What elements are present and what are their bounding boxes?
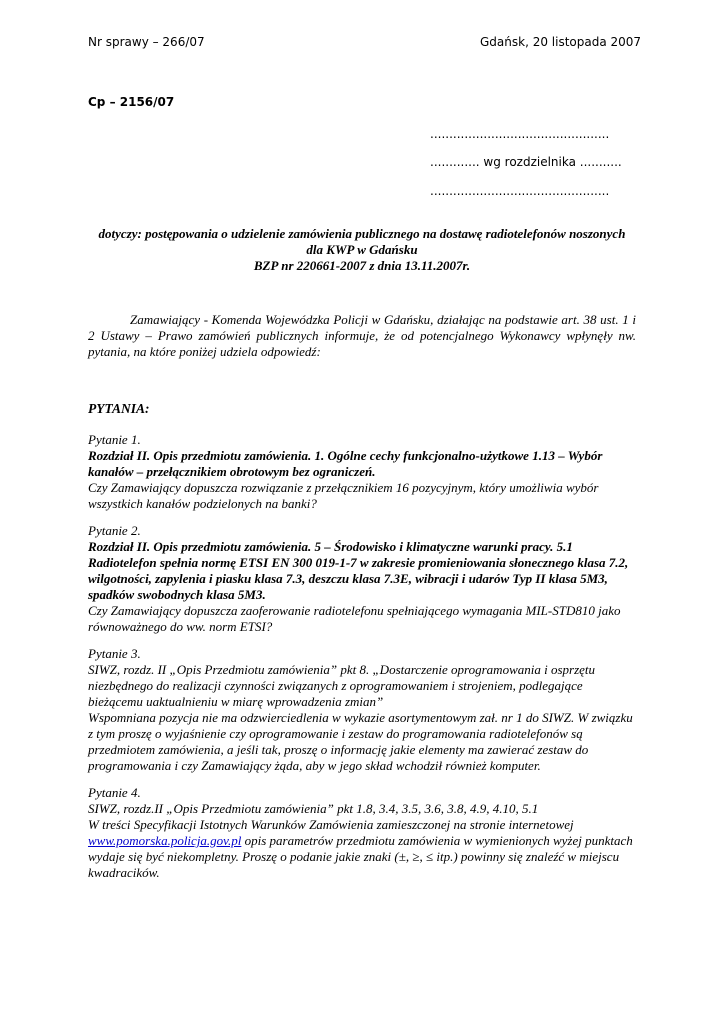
question-1	[88, 432, 636, 512]
case-reference: Nr sprawy – 266/07	[88, 35, 205, 49]
text-after-link: opis parametrów przedmiotu zamówienia w wymienionych wyżej punktach wydaje się być niekompletny. Proszę o podanie jakie znaki (±, ≥, ≤ itp.) powinny się znaleźć w miejscu kwadracików.	[88, 833, 633, 880]
question-text: Wspomniana pozycja nie ma odzwierciedlenia w wykazie asortymentowym zał. nr 1 do SIWZ. W związku z tym proszę o wyjaśnienie czy oprogramowanie i zestaw do programowania radiotelefonów są przedmiotem zamówienia, a jeśli tak, proszę o informację jakie elementy ma zawierać zestaw do programowania i czy Zamawiający żąda, aby w jego skład wchodził również komputer.	[88, 710, 633, 773]
questions-heading: PYTANIA:	[88, 401, 150, 416]
question-text: Czy Zamawiający dopuszcza zaoferowanie radiotelefonu spełniającego wymagania MIL-STD810 jako równoważnego do ww. norm ETSI?	[88, 603, 621, 634]
document-number: Cp – 2156/07	[88, 95, 175, 109]
place-date: Gdańsk, 20 listopada 2007	[480, 35, 642, 49]
text-before-link: W treści Specyfikacji Istotnych Warunków Zamówienia zamieszczonej na stronie internetowej	[88, 817, 574, 832]
distribution-line-3: ...............................................	[430, 184, 610, 198]
question-label: Pytanie 1.	[88, 432, 141, 447]
question-reference: Rozdział II. Opis przedmiotu zamówienia. 5 – Środowisko i klimatyczne warunki pracy. 5.1 Radiotelefon spełnia normę ETSI EN 300 019-1-7 w zakresie promieniowania słonecznego klasa 7.2, wilgotności, zapylenia i piasku klasa 7.3, deszczu klasa 7.3E, wibracji i udarów Typ II klasa 5M3, spadków swobodnych klasa 5M3.	[88, 539, 629, 602]
subject-line-2: dla KWP w Gdańsku	[306, 242, 418, 257]
website-link[interactable]: www.pomorska.policja.gov.pl	[88, 833, 242, 848]
subject-line-1: dotyczy: postępowania o udzielenie zamówienia publicznego na dostawę radiotelefonów noszonych	[98, 226, 626, 241]
distribution-line-2: ............. wg rozdzielnika ...........	[430, 155, 622, 169]
intro-paragraph: Zamawiający - Komenda Wojewódzka Policji w Gdańsku, działając na podstawie art. 38 ust. 1 i 2 Ustawy – Prawo zamówień publicznych informuje, że od potencjalnego Wykonawcy wpłynęły nw. pytania, na które poniżej udziela odpowiedź:	[88, 312, 636, 359]
question-label: Pytanie 3.	[88, 646, 141, 661]
question-4	[88, 785, 636, 881]
distribution-line-1: ...............................................	[430, 127, 610, 141]
question-quote: SIWZ, rozdz. II „Opis Przedmiotu zamówienia” pkt 8. „Dostarczenie oprogramowania i osprzętu niezbędnego do realizacji czynności związanych z oprogramowaniem i strojeniem, podlegające bieżącemu uaktualnieniu w miarę wprowadzenia zmian”	[88, 662, 596, 709]
subject-block	[88, 226, 636, 274]
subject-line-3: BZP nr 220661-2007 z dnia 13.11.2007r.	[253, 258, 471, 273]
question-reference: Rozdział II. Opis przedmiotu zamówienia. 1. Ogólne cechy funkcjonalno-użytkowe 1.13 – Wybór kanałów – przełącznikiem obrotowym bez ograniczeń.	[88, 448, 603, 479]
question-quote: SIWZ, rozdz.II „Opis Przedmiotu zamówienia” pkt 1.8, 3.4, 3.5, 3.6, 3.8, 4.9, 4.10, 5.1	[88, 801, 539, 816]
question-label: Pytanie 2.	[88, 523, 141, 538]
question-label: Pytanie 4.	[88, 785, 141, 800]
question-2	[88, 523, 636, 635]
question-3	[88, 646, 636, 774]
question-text: Czy Zamawiający dopuszcza rozwiązanie z przełącznikiem 16 pozycyjnym, który umożliwia wybór wszystkich kanałów podzielonych na banki?	[88, 480, 599, 511]
question-text	[88, 817, 636, 881]
